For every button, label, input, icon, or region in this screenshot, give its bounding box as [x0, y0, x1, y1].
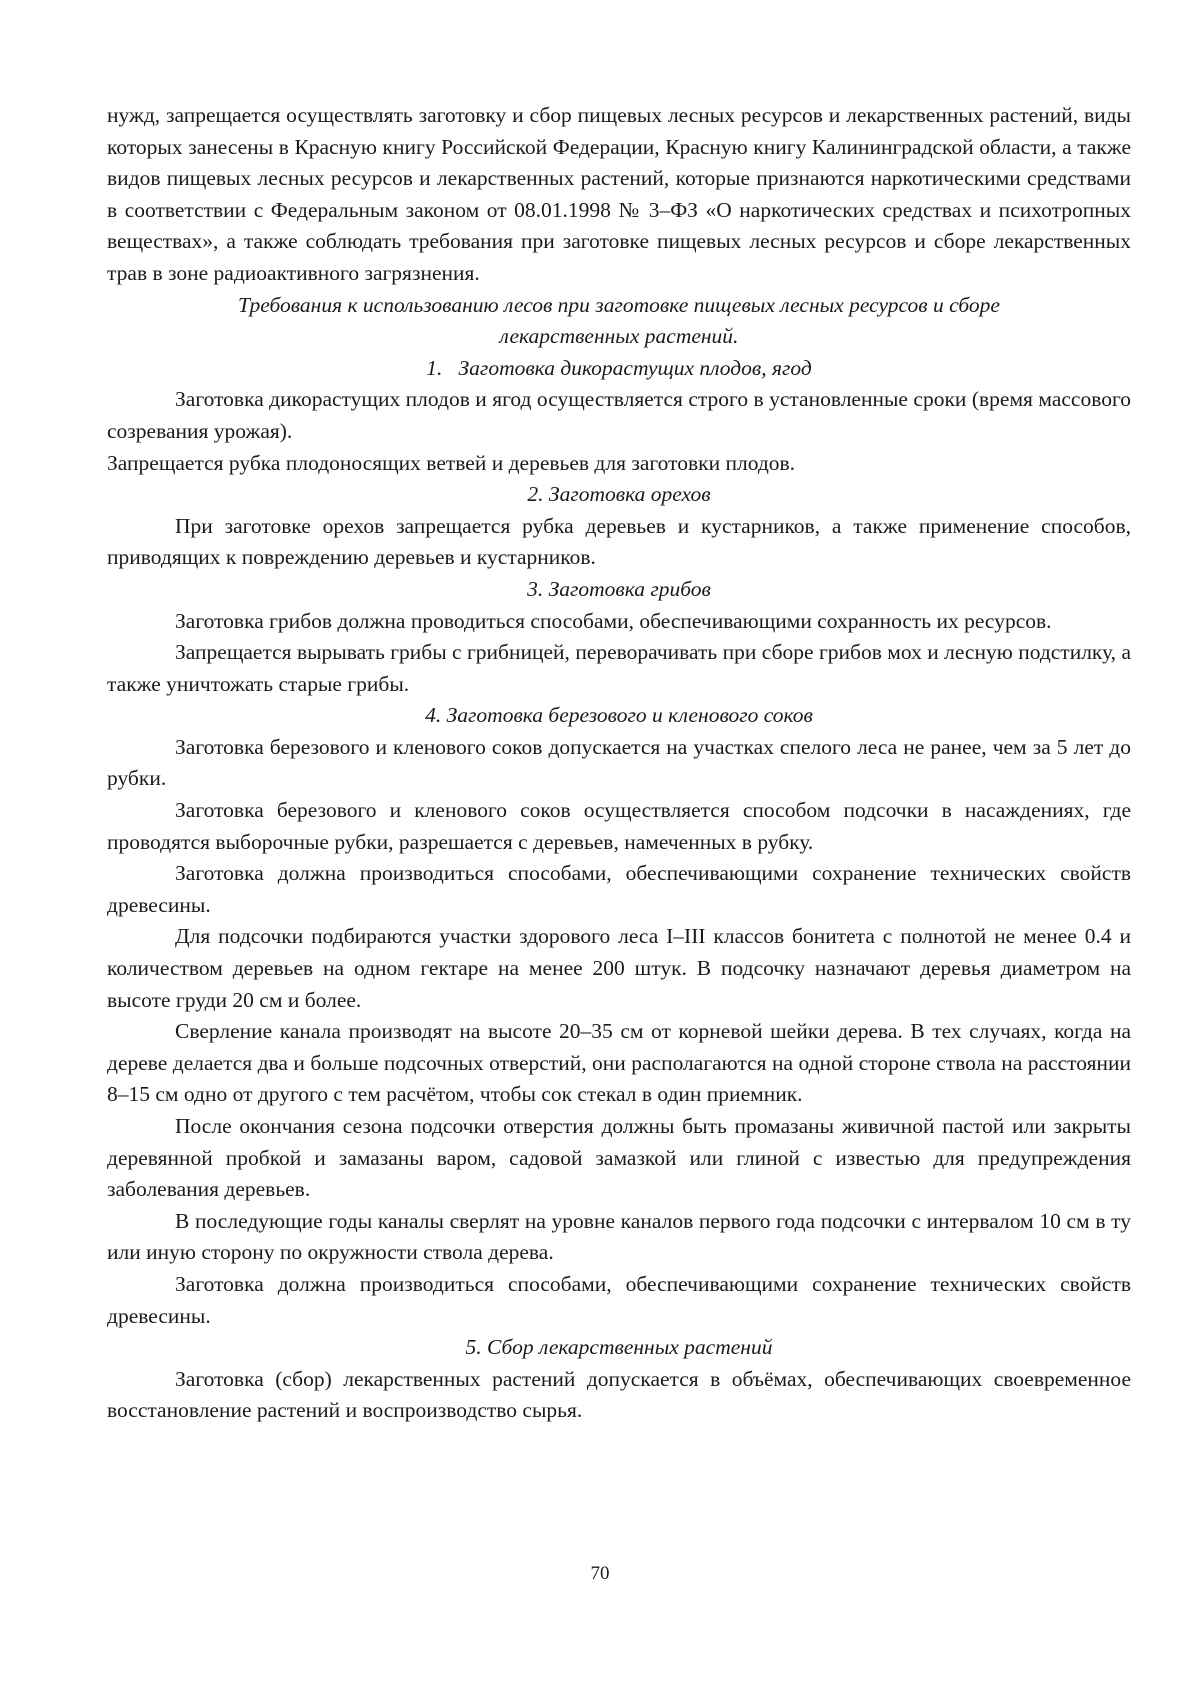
section4-paragraph-4: Для подсочки подбираются участки здорового леса I–III классов бонитета с полнотой не менее 0.4 и количеством деревьев на одном гектаре на менее 200 штук. В подсочку назначают деревья диаметром на высоте груди 20 см и более.	[107, 924, 1131, 1012]
page-number: 70	[590, 1563, 610, 1584]
section4-paragraph-6: После окончания сезона подсочки отверстия должны быть промазаны живичной пастой или закрыты деревянной пробкой и замазаны варом, садовой замазкой или глиной с известью для предупреждения заболевания деревьев.	[107, 1114, 1131, 1202]
section4-paragraph-2: Заготовка березового и кленового соков осуществляется способом подсочки в насаждениях, где проводятся выборочные рубки, разрешается с деревьев, намеченных в рубку.	[107, 798, 1131, 854]
section2-paragraph-1: При заготовке орехов запрещается рубка деревьев и кустарников, а также применение способов, приводящих к повреждению деревьев и кустарников.	[107, 513, 1131, 570]
section4-paragraph-1: Заготовка березового и кленового соков допускается на участках спелого леса не ранее, чем за 5 лет до рубки.	[107, 734, 1131, 791]
section3-heading: 3. Заготовка грибов	[527, 576, 711, 601]
section4-paragraph-5: Сверление канала производят на высоте 20–35 см от корневой шейки дерева. В тех случаях, когда на дереве делается два и больше подсочных отверстий, они располагаются на одной стороне ствола на расстоянии 8–15 см одно от другого с тем расчётом, чтобы сок стекал в один приемник.	[107, 1019, 1131, 1107]
main-heading: Требования к использованию лесов при заготовке пищевых лесных ресурсов и сборе лекарственных растений.	[238, 292, 1000, 349]
section4-paragraph-7: В последующие годы каналы сверлят на уровне каналов первого года подсочки с интервалом 10 см в ту или иную сторону по окружности ствола дерева.	[107, 1208, 1131, 1265]
section4-paragraph-3: Заготовка должна производиться способами, обеспечивающими сохранение технических свойств древесины.	[107, 861, 1131, 917]
intro-paragraph: нужд, запрещается осуществлять заготовку и сбор пищевых лесных ресурсов и лекарственных растений, виды которых занесены в Красную книгу Российской Федерации, Красную книгу Калининградской области, а также видов пищевых лесных ресурсов и лекарственных растений, которые признаются наркотическими средствами в соответствии с Федеральным законом от 08.01.1998 № 3–ФЗ «О наркотических средствах и психотропных веществах», а также соблюдать требования при заготовке пищевых лесных ресурсов и сборе лекарственных трав в зоне радиоактивного загрязнения.	[107, 103, 1131, 285]
section2-heading: 2. Заготовка орехов	[527, 482, 711, 507]
document-page	[107, 100, 1131, 1427]
section4-paragraph-8: Заготовка должна производиться способами, обеспечивающими сохранение технических свойств древесины.	[107, 1271, 1131, 1328]
section1-heading: 1. Заготовка дикорастущих плодов, ягод	[426, 355, 812, 380]
section1-paragraph-2: Запрещается рубка плодоносящих ветвей и деревьев для заготовки плодов.	[107, 450, 796, 475]
section1-paragraph-1: Заготовка дикорастущих плодов и ягод осуществляется строго в установленные сроки (время массового созревания урожая).	[107, 387, 1131, 443]
section5-heading: 5. Сбор лекарственных растений	[465, 1335, 773, 1360]
section3-paragraph-2: Запрещается вырывать грибы с грибницей, переворачивать при сборе грибов мох и лесную подстилку, а также уничтожать старые грибы.	[107, 640, 1131, 696]
section5-paragraph-1: Заготовка (сбор) лекарственных растений допускается в объёмах, обеспечивающих своевременное восстановление растений и воспроизводство сырья.	[107, 1366, 1131, 1423]
section3-paragraph-1: Заготовка грибов должна проводиться способами, обеспечивающими сохранность их ресурсов.	[175, 608, 1052, 633]
section4-heading: 4. Заготовка березового и кленового соков	[425, 703, 813, 728]
